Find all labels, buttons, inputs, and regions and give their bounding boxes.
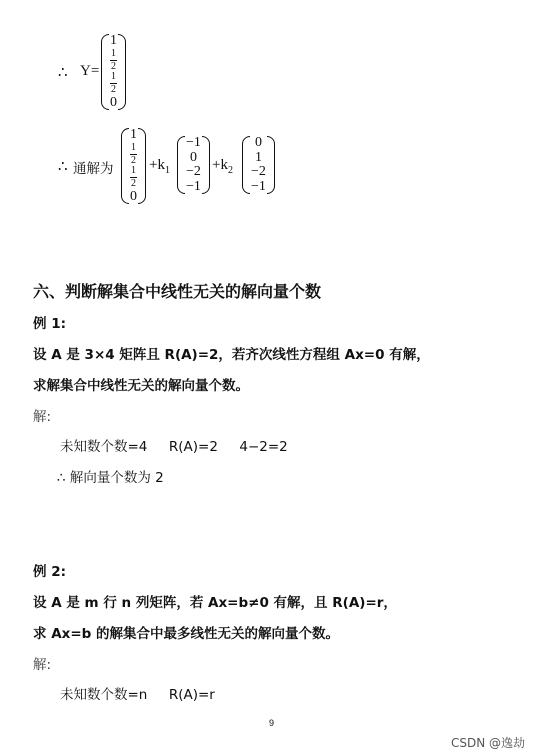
right-paren — [202, 136, 210, 194]
vector-entry: 1 — [130, 127, 137, 142]
denominator: 2 — [131, 154, 136, 166]
section-heading: 六、判断解集合中线性无关的解向量个数 — [33, 282, 322, 301]
k1-subscript: 1 — [164, 165, 170, 176]
vector-entry: 0 — [189, 149, 197, 165]
denominator: 2 — [111, 84, 116, 96]
vector-entry: −2 — [186, 164, 201, 180]
general-solution-label: 通解为 — [73, 161, 114, 177]
numerator: 1 — [131, 141, 136, 153]
vector-entry: −1 — [186, 178, 201, 194]
denominator: 2 — [111, 60, 116, 72]
plus-k1: +k — [149, 157, 165, 173]
fraction-entry — [110, 72, 117, 95]
example1-step2: ∴ 解向量个数为 2 — [57, 470, 164, 486]
k1-term — [149, 157, 170, 176]
k2-subscript: 2 — [227, 165, 233, 176]
k2-term — [212, 157, 233, 176]
fraction-entry — [130, 166, 137, 189]
numerator: 1 — [131, 165, 136, 177]
example1-step1: 未知数个数=4 R(A)=2 4−2=2 — [60, 439, 288, 455]
y-vector — [101, 34, 126, 110]
right-paren — [118, 34, 126, 110]
vector-entry: 1 — [254, 149, 262, 165]
example2-title: 例 2: — [33, 564, 66, 580]
plus-k2: +k — [212, 157, 228, 173]
vector-entry: −1 — [251, 178, 266, 194]
example2-solution-label: 解: — [33, 657, 52, 673]
numerator: 1 — [111, 47, 116, 59]
therefore-symbol-2: ∴ — [58, 159, 68, 175]
vector-entry: 0 — [110, 94, 117, 110]
example1-solution-label: 解: — [33, 409, 52, 425]
vector-entries — [185, 136, 202, 194]
vector-entries — [250, 136, 267, 194]
example1-line1: 设 A 是 3×4 矩阵且 R(A)=2，若齐次线性方程组 Ax=0 有解， — [33, 347, 430, 363]
particular-solution-vector — [121, 128, 146, 204]
vector-entry: 1 — [110, 33, 117, 48]
vector-entry: 0 — [254, 135, 262, 150]
vector-entry: 0 — [130, 188, 137, 204]
therefore-symbol-1: ∴ — [58, 65, 68, 81]
example2-step1: 未知数个数=n R(A)=r — [60, 687, 215, 703]
left-paren — [177, 136, 185, 194]
left-paren — [101, 34, 109, 110]
right-paren — [267, 136, 275, 194]
example1-line2: 求解集合中线性无关的解向量个数。 — [33, 378, 249, 394]
example1-title: 例 1: — [33, 316, 66, 332]
fraction-entry — [130, 143, 137, 166]
fraction-entry — [110, 49, 117, 72]
page-number: 9 — [269, 718, 275, 728]
vector-entry: −2 — [251, 164, 266, 180]
left-paren — [121, 128, 129, 204]
left-paren — [242, 136, 250, 194]
watermark: CSDN @逸劫 — [451, 736, 526, 750]
basis-vector-1 — [177, 136, 210, 194]
example2-line1: 设 A 是 m 行 n 列矩阵，若 Ax=b≠0 有解，且 R(A)=r， — [33, 595, 397, 611]
denominator: 2 — [131, 178, 136, 190]
example2-line2: 求 Ax=b 的解集合中最多线性无关的解向量个数。 — [33, 626, 340, 642]
basis-vector-2 — [242, 136, 275, 194]
vector-entries — [129, 128, 138, 204]
vector-entries — [109, 34, 118, 110]
numerator: 1 — [111, 71, 116, 83]
vector-entry: −1 — [186, 135, 201, 150]
y-equals-label: Y= — [80, 63, 100, 79]
right-paren — [138, 128, 146, 204]
